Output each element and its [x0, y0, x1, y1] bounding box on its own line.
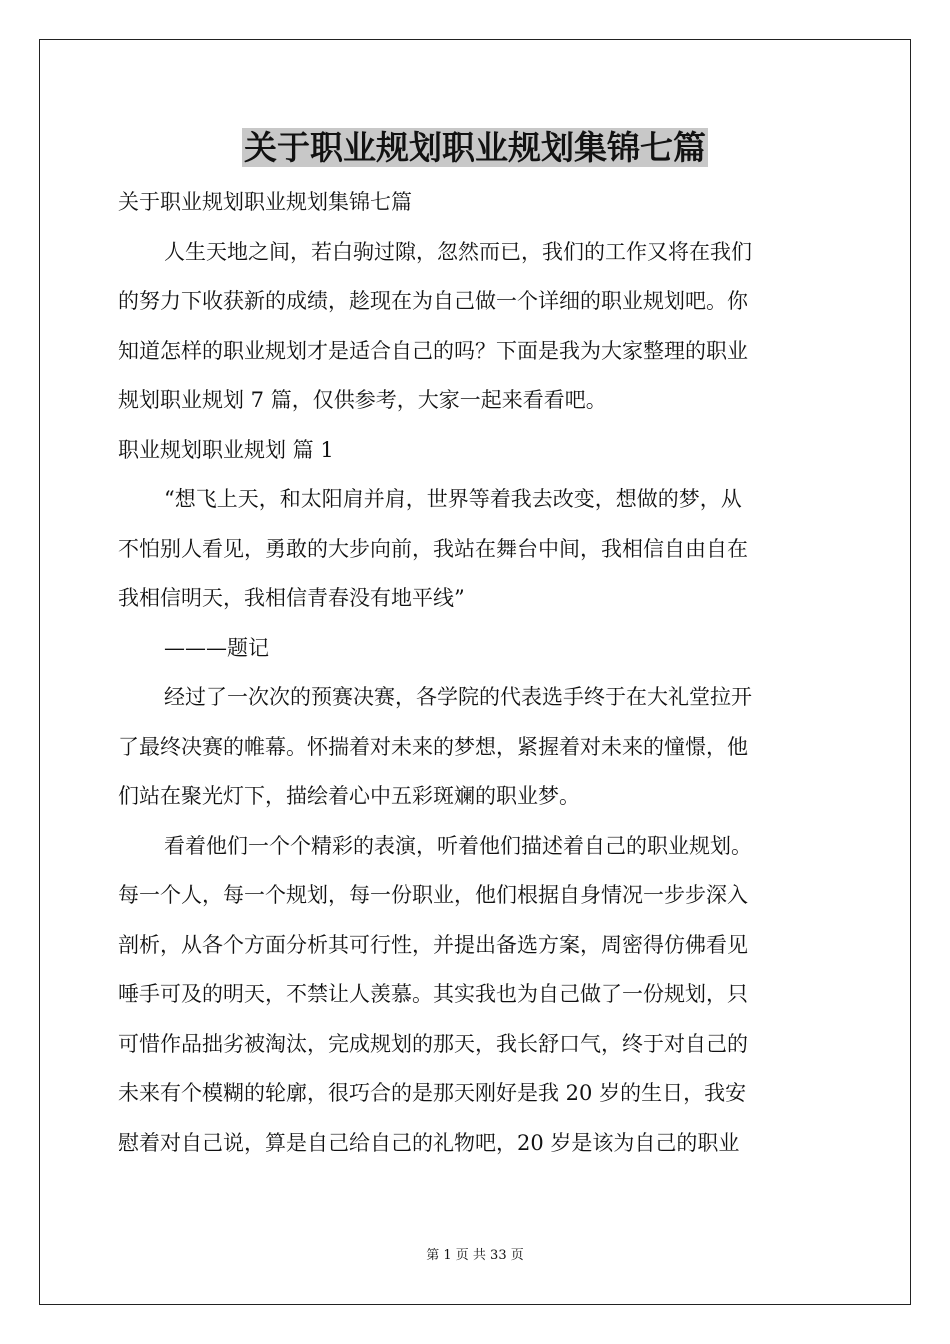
- document-title: [0, 124, 950, 172]
- body-line: ———题记: [164, 635, 269, 660]
- body-line: 知道怎样的职业规划才是适合自己的吗？下面是我为大家整理的职业: [118, 338, 748, 363]
- body-line: 每一个人，每一个规划，每一份职业，他们根据自身情况一步步深入: [118, 883, 748, 907]
- body-line: 唾手可及的明天，不禁让人羡慕。其实我也为自己做了一份规划，只: [118, 982, 748, 1006]
- body-line: 不怕别人看见，勇敢的大步向前，我站在舞台中间，我相信自由自在: [118, 536, 748, 561]
- document-title-text: 关于职业规划职业规划集锦七篇: [244, 128, 706, 167]
- document-body: [118, 178, 834, 1168]
- body-line: 未来有个模糊的轮廓，很巧合的是那天刚好是我 20 岁的生日，我安: [118, 1081, 747, 1105]
- body-line: 经过了一次次的预赛决赛，各学院的代表选手终于在大礼堂拉开: [164, 685, 752, 709]
- page-footer: 第 1 页 共 33 页: [426, 1248, 524, 1263]
- body-line: 看着他们一个个精彩的表演，听着他们描述着自己的职业规划。: [164, 833, 752, 858]
- body-line: “想飞上天，和太阳肩并肩，世界等着我去改变，想做的梦，从: [164, 487, 742, 511]
- body-line: 剖析，从各个方面分析其可行性，并提出备选方案，周密得仿佛看见: [118, 932, 748, 957]
- body-line: 职业规划职业规划 篇 1: [118, 437, 334, 462]
- body-line: 们站在聚光灯下，描绘着心中五彩斑斓的职业梦。: [118, 784, 580, 808]
- body-line: 人生天地之间，若白驹过隙，忽然而已，我们的工作又将在我们: [164, 239, 752, 264]
- body-line: 的努力下收获新的成绩，趁现在为自己做一个详细的职业规划吧。你: [118, 289, 748, 313]
- body-line: 了最终决赛的帷幕。怀揣着对未来的梦想，紧握着对未来的憧憬，他: [118, 734, 748, 759]
- body-line: 规划职业规划 7 篇，仅供参考，大家一起来看看吧。: [118, 388, 607, 412]
- body-line: 慰着对自己说，算是自己给自己的礼物吧，20 岁是该为自己的职业: [118, 1130, 740, 1155]
- body-line: 关于职业规划职业规划集锦七篇: [118, 190, 412, 214]
- body-line: 可惜作品拙劣被淘汰，完成规划的那天，我长舒口气，终于对自己的: [118, 1031, 748, 1056]
- body-line: 我相信明天，我相信青春没有地平线”: [118, 586, 465, 610]
